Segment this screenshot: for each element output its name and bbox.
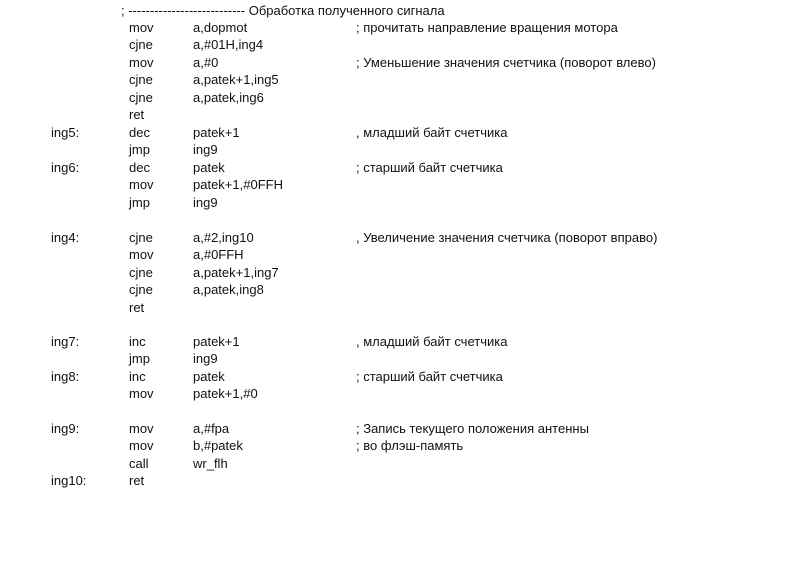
line-operand: b,#patek [193,438,243,453]
line-operand: a,#01H,ing4 [193,37,264,52]
line-mnemonic: mov [129,386,154,401]
line-mnemonic: ret [129,473,145,488]
line-mnemonic: cjne [129,265,153,280]
line-comment: , младший байт счетчика [356,334,508,349]
line-operand: a,#fpa [193,421,230,436]
line-mnemonic: cjne [129,37,153,52]
line-label: ing4: [51,230,80,245]
line-operand: ing9 [193,142,218,157]
line-mnemonic: mov [129,20,154,35]
code-line [0,420,792,437]
code-line [0,246,792,263]
code-line [0,281,792,298]
line-operand: ing9 [193,351,218,366]
line-mnemonic: cjne [129,90,153,105]
code-line [0,19,792,36]
header-line [0,2,792,19]
line-operand: a,#2,ing10 [193,230,254,245]
line-comment: ; Уменьшение значения счетчика (поворот влево) [356,55,656,70]
code-line [0,159,792,176]
line-operand: patek+1,#0 [193,386,258,401]
code-line [0,229,792,246]
code-line [0,106,792,123]
line-mnemonic: jmp [129,142,150,157]
code-line [0,472,792,489]
code-line [0,141,792,158]
line-comment: , Увеличение значения счетчика (поворот вправо) [356,230,658,245]
line-mnemonic: mov [129,247,154,262]
line-operand: patek+1 [193,125,240,140]
line-mnemonic: ret [129,300,145,315]
line-operand: patek [193,160,225,175]
line-mnemonic: jmp [129,351,150,366]
line-mnemonic: mov [129,177,154,192]
line-operand: a,#0FFH [193,247,244,262]
header-comment: ; --------------------------- Обработка полученного сигнала [121,3,445,18]
line-mnemonic: jmp [129,195,150,210]
line-comment: ; во флэш-память [356,438,464,453]
line-operand: patek [193,369,225,384]
line-comment: ; старший байт счетчика [356,160,503,175]
line-mnemonic: cjne [129,282,153,297]
line-operand: patek+1 [193,334,240,349]
code-line [0,89,792,106]
code-line [0,455,792,472]
line-mnemonic: cjne [129,230,153,245]
line-label: ing7: [51,334,80,349]
line-mnemonic: inc [129,334,146,349]
line-mnemonic: cjne [129,72,153,87]
line-operand: wr_flh [193,456,228,471]
code-line [0,350,792,367]
line-comment: ; Запись текущего положения антенны [356,421,589,436]
code-line [0,333,792,350]
code-line [0,299,792,316]
code-line [0,54,792,71]
code-line [0,124,792,141]
line-label: ing8: [51,369,80,384]
line-mnemonic: ret [129,107,145,122]
code-line [0,385,792,402]
line-operand: a,patek+1,ing7 [193,265,279,280]
line-mnemonic: mov [129,438,154,453]
code-line [0,176,792,193]
line-label: ing6: [51,160,80,175]
line-label: ing9: [51,421,80,436]
line-operand: patek+1,#0FFH [193,177,283,192]
line-mnemonic: inc [129,369,146,384]
line-comment: ; старший байт счетчика [356,369,503,384]
line-comment: , младший байт счетчика [356,125,508,140]
line-mnemonic: dec [129,160,150,175]
line-mnemonic: dec [129,125,150,140]
line-mnemonic: call [129,456,149,471]
line-operand: a,#0 [193,55,219,70]
line-mnemonic: mov [129,55,154,70]
code-line [0,36,792,53]
line-mnemonic: mov [129,421,154,436]
line-operand: a,dopmot [193,20,248,35]
code-line [0,264,792,281]
code-line [0,368,792,385]
line-operand: a,patek,ing8 [193,282,264,297]
code-line [0,194,792,211]
line-operand: a,patek+1,ing5 [193,72,279,87]
line-operand: ing9 [193,195,218,210]
code-line [0,437,792,454]
line-label: ing10: [51,473,87,488]
line-comment: ; прочитать направление вращения мотора [356,20,618,35]
line-operand: a,patek,ing6 [193,90,264,105]
code-line [0,71,792,88]
line-label: ing5: [51,125,80,140]
